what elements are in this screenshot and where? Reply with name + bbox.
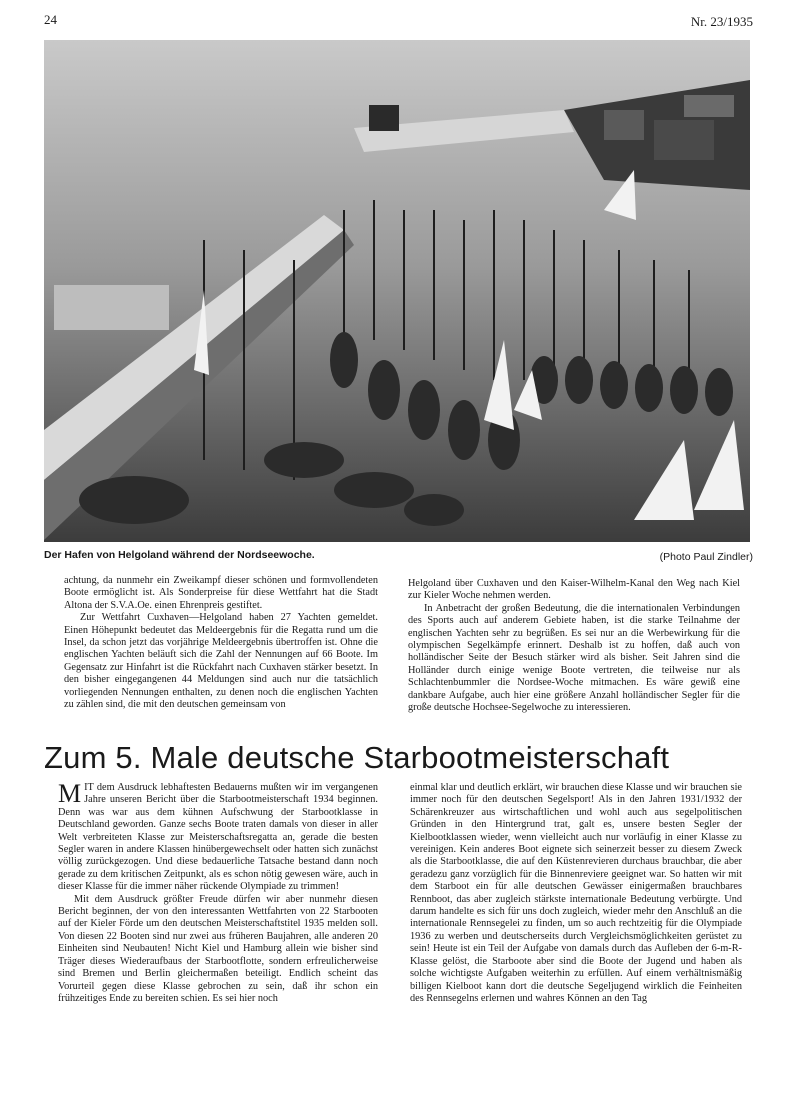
paragraph: In Anbetracht der großen Bedeutung, die die internationalen Verbindungen des Sports auch auf anderem Gebiete haben, ist die starke Teilnahme der englischen Yachten sehr zu begrüßen. Es sei nur an die Werbewirkung für die olympischen Segelkämpfe erinnert. Deshalb ist zu hoffen, daß auch von holländischer Seite der Besuch stärker wird als bisher. Seit Jahren sind die Holländer durch einige wenige Boote vertreten, die teilweise nur als Schlachtenbummler die Nordsee-Woche mitmachen. Es wäre gewiß eine dankbare Aufgabe, auch hier eine größere Anzahl holländischer Segler für die große deutsche Hochsee-Segelwoche zu interessieren. [408,602,740,714]
paragraph: Zur Wettfahrt Cuxhaven—Helgoland haben 27 Yachten gemeldet. Einen Höhepunkt bedeutet das Meldeergebnis für die Regatta rund um die Insel, da schon jetzt das vorjährige Meldeergebnis übertroffen ist. Ohne die englischen Yachten beläuft sich die Zahl der Nennungen auf 66 Boote. Im Gegensatz zur Hinfahrt ist die Rückfahrt nach Cuxhaven stärker besetzt. In den bisher eingegangenen 44 Meldungen sind auch nur die tatsächlich vorliegenden Nennungen enthalten, zu denen noch die englischen Yachten zu zählen sind, die mit den deutschen gemeinsam von [64,612,378,711]
page-number: 24 [44,12,57,27]
photo-caption: Der Hafen von Helgoland während der Nordseewoche. [44,549,315,561]
paragraph: achtung, da nunmehr ein Zweikampf dieser schönen und formvollendeten Boote ermöglicht ist. Als Sonderpreise für diese Wettfahrt hat die Stadt Altona der S.V.A.Oe. einen Ehrenpreis gestiftet. [64,575,378,611]
top-right-column [408,578,740,714]
lead-paragraph [58,779,378,894]
article-headline: Zum 5. Male deutsche Starbootmeisterschaft [44,740,670,775]
issue-number: Nr. 23/1935 [690,14,753,29]
photo-credit: (Photo Paul Zindler) [659,551,753,563]
article-left-column [58,779,378,1005]
article-right-column [410,782,742,1005]
lead-text: IT dem Ausdruck lebhaftesten Bedauerns mußten wir im vergangenen Jahre unseren Bericht über die Starbootmeisterschaft 1934 beginnen. Denn was war aus dem kühnen Aufschwung der Starbootklasse in Deutschland geworden. Ganze sechs Boote traten damals von dieser in aller Welt verbreiteten Klasse zur Meisterschaftsregatta an, gerade die besten Segler waren in andere Klassen hinübergewechselt oder hatten sich zunächst völlig zurückgezogen. Und diese bedauerliche Tatsache bestand dann noch gerade zu dem kritischen Zeitpunkt, als es schon nötig gewesen wäre, auch in dieser Klasse für die immer näher rückende Olympiade zu trimmen! [58,782,378,893]
drop-cap: M [58,779,82,808]
harbor-photo [44,40,750,542]
paragraph: Mit dem Ausdruck größter Freude dürfen wir aber nunmehr diesen Bericht beginnen, der von den interessanten Wettfahrten von 22 Starbooten auf der Kieler Förde um den deutschen Meisterschaftstitel 1935 melden soll. Von diesen 22 Booten sind nur zwei aus früheren Baujahren, alle anderen 20 Einheiten sind Neubauten! Nicht Kiel und Hamburg allein wie bisher sind Träger dieses Wiederaufbaus der Starbootflotte, sondern erfreulicherweise sind Bremen und Berlin gleichermaßen beteiligt. Endlich scheint das Vorurteil gegen diese Klasse gebrochen zu sein, daß ihr schon ein frühzeitiges Ende zu bereiten schien. Es sei hier noch [58,893,378,1004]
paragraph: einmal klar und deutlich erklärt, wir brauchen diese Klasse und wir brauchen sie immer noch für den deutschen Segelsport! Als in den Jahren 1931/1932 der Schärenkreuzer aus wirtschaftlichen und wohl auch aus segelpolitischen Gründen in den Hintergrund trat, galt es, unsere besten Segler der Kielbootklassen wieder, wenn vielleicht auch nur vorläufig in einer Klasse zu vereinigen. Kein anderes Boot eignete sich seinerzeit besser zu diesem Zweck als die Starbootklasse, die auf den Küstenrevieren durchaus brauchbar, die aber geradezu ganz vorzüglich für die Binnenreviere geeignet war. So hatten wir mit dem Starboot ein für alle deutschen Gewässer einigermaßen brauchbares Rennboot, das aber zugleich stärkste internationale Bedeutung verbürgte. Und darum handelte es sich für uns doch zugleich, wieder mehr den Anschluß an die internationale Rennsegelei zu finden, um so auch rechtzeitig für die Olympiade 1936 zu werben und deutscherseits durch Vergleichsmöglichkeiten gerüstet zu sein! Heute ist ein Teil der Aufgabe von damals durch das Aufleben der 6-m-R-Klasse gelöst, die Starboote aber sind die Boote der Jugend und haben als solche wichtigste Aufgaben weiterhin zu erfüllen. Auf einem verhältnismäßig billigen Kielboot kann dort die deutsche Segeljugend wirklich die Feinheiten des Rennsegelns erlernen und wahres Können an den Tag [410,782,742,1004]
top-left-column [64,575,378,711]
paragraph: Helgoland über Cuxhaven und den Kaiser-Wilhelm-Kanal den Weg nach Kiel zur Kieler Woche nehmen werden. [408,578,740,602]
